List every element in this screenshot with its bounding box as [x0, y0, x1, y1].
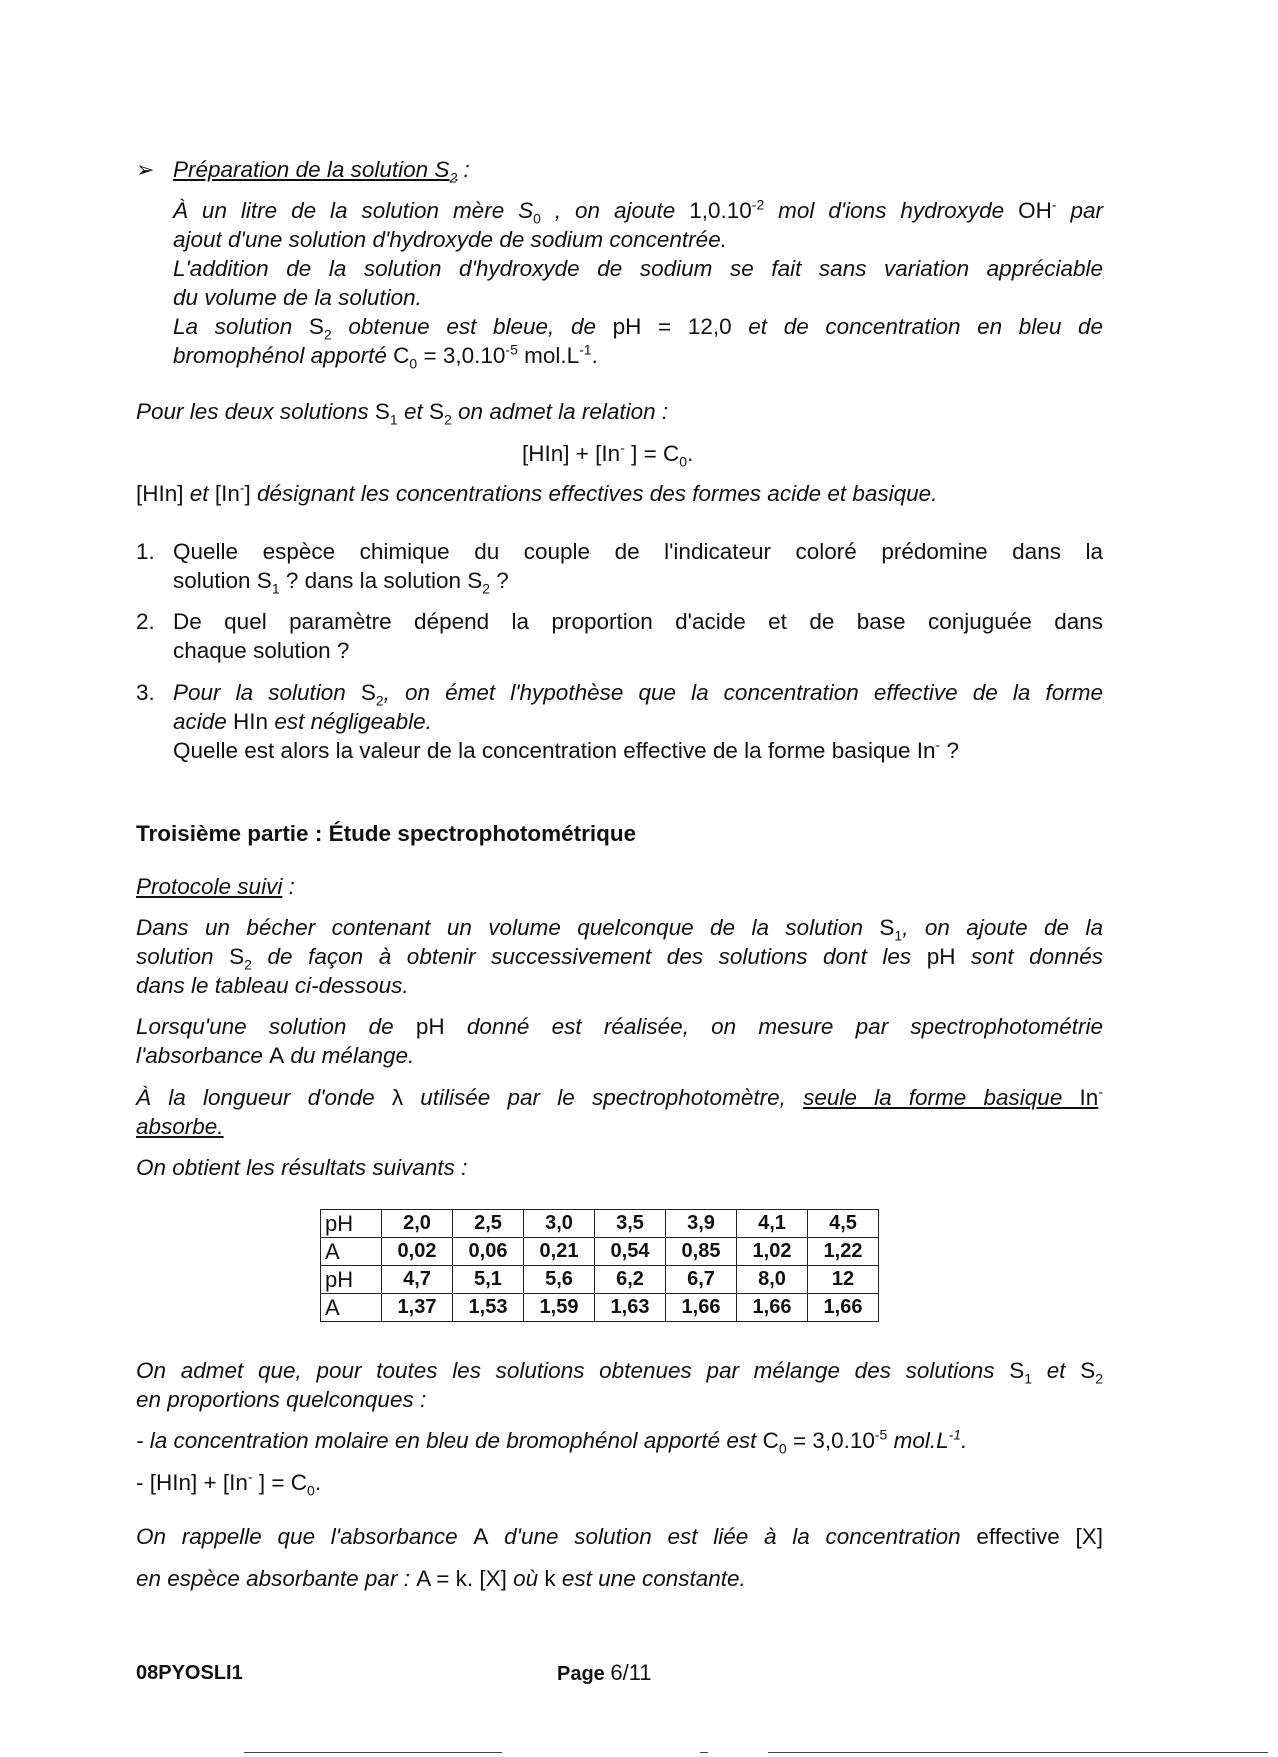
- results-table: [320, 1209, 879, 1322]
- question-2-line-1: De quel paramètre dépend la proportion d'acide et de base conjuguée dans: [173, 609, 1103, 634]
- footer-rule-right: [768, 1752, 1268, 1753]
- question-3-line-1: Pour la solution $S_2$, on émet l'hypothèse que la concentration effective de la forme: [173, 680, 1103, 709]
- relation-intro: Pour les deux solutions $S_1$ et $S_2$ on admet la relation :: [136, 399, 669, 428]
- table-cell: 3,9: [666, 1210, 737, 1238]
- table-cell: 1,66: [808, 1294, 879, 1322]
- question-3-line-3: Quelle est alors la valeur de la concentration effective de la forme basique In- ?: [173, 736, 959, 763]
- table-row: [321, 1266, 879, 1294]
- table-row-label: pH: [321, 1266, 382, 1294]
- table-cell: 8,0: [737, 1266, 808, 1294]
- admission-bullet-2: - [HIn] + [In- ] = $C_0$.: [136, 1468, 322, 1499]
- reminder-line-1: On rappelle que l'absorbance A d'une solution est liée à la concentration effective [X]: [136, 1524, 1103, 1549]
- table-cell: 0,02: [382, 1238, 453, 1266]
- footer-rule-mid: [700, 1752, 708, 1753]
- protocol-paragraph-2-line-1: Lorsqu'une solution de pH donné est réalisée, on mesure par spectrophotométrie: [136, 1014, 1104, 1039]
- bullet-arrow-icon: ➢: [136, 157, 155, 182]
- question-2-number: 2.: [136, 609, 155, 634]
- protocol-paragraph-3-line-1: À la longueur d'onde λ utilisée par le spectrophotomètre, seule la forme basique In-: [136, 1083, 1103, 1110]
- table-row-label: pH: [321, 1210, 382, 1238]
- admission-bullet-1: - la concentration molaire en bleu de bromophénol apporté est $C_0 = 3,0.10^{-5}$ $mol.L^{-1}$.: [136, 1426, 968, 1457]
- question-3-line-2: acide HIn est négligeable.: [173, 709, 432, 734]
- relation-equation: [HIn] + [In- ] = $C_0$.: [522, 439, 694, 470]
- admission-line-2: en proportions quelconques :: [136, 1387, 427, 1412]
- table-cell: 1,53: [453, 1294, 524, 1322]
- table-row-label: A: [321, 1294, 382, 1322]
- protocol-paragraph-1-line-1: Dans un bécher contenant un volume quelconque de la solution $S_1$, on ajoute de la: [136, 915, 1103, 944]
- question-1-line-1: Quelle espèce chimique du couple de l'indicateur coloré prédomine dans la: [173, 539, 1103, 564]
- table-cell: 5,1: [453, 1266, 524, 1294]
- table-cell: 3,0: [524, 1210, 595, 1238]
- table-cell: 0,21: [524, 1238, 595, 1266]
- question-3-number: 3.: [136, 680, 155, 705]
- table-row-label: A: [321, 1238, 382, 1266]
- table-cell: 1,22: [808, 1238, 879, 1266]
- page-number: Page 6/11: [557, 1660, 652, 1685]
- table-row: [321, 1294, 879, 1322]
- table-cell: 5,6: [524, 1266, 595, 1294]
- table-cell: 2,5: [453, 1210, 524, 1238]
- table-cell: 12: [808, 1266, 879, 1294]
- question-1-number: 1.: [136, 539, 155, 564]
- protocol-paragraph-1-line-2: solution $S_2$ de façon à obtenir successivement des solutions dont les pH sont donnés: [136, 944, 1103, 973]
- table-cell: 4,7: [382, 1266, 453, 1294]
- reminder-line-2: en espèce absorbante par : A = k. [X] où k est une constante.: [136, 1566, 746, 1591]
- table-cell: 1,66: [666, 1294, 737, 1322]
- prep-paragraph-3-line-2: bromophénol apporté $C_0 = 3,0.10^{-5}$ $mol.L^{-1}$.: [173, 341, 598, 372]
- relation-description: [HIn] et [In-] désignant les concentrations effectives des formes acide et basique.: [136, 479, 938, 506]
- results-intro: On obtient les résultats suivants :: [136, 1155, 468, 1180]
- table-cell: 0,85: [666, 1238, 737, 1266]
- protocol-label: Protocole suivi :: [136, 874, 295, 899]
- table-cell: 0,54: [595, 1238, 666, 1266]
- question-1-line-2: solution $S_1$ ? dans la solution $S_2$ ?: [173, 568, 509, 597]
- protocol-paragraph-2-line-2: l'absorbance A du mélange.: [136, 1043, 415, 1068]
- prep-paragraph-2-line-1: L'addition de la solution d'hydroxyde de sodium se fait sans variation appréciable: [173, 256, 1103, 281]
- footer-rule-left: [244, 1752, 502, 1753]
- prep-paragraph-1-line-2: ajout d'une solution d'hydroxyde de sodium concentrée.: [173, 227, 727, 252]
- section-heading: Troisième partie : Étude spectrophotométrique: [136, 821, 637, 846]
- prep-title: Préparation de la solution $S_2$ :: [173, 157, 470, 186]
- table-cell: 1,37: [382, 1294, 453, 1322]
- table-cell: 4,1: [737, 1210, 808, 1238]
- table-cell: 1,63: [595, 1294, 666, 1322]
- table-cell: 1,59: [524, 1294, 595, 1322]
- table-cell: 2,0: [382, 1210, 453, 1238]
- prep-paragraph-1-line-1: À un litre de la solution mère $S_0$ , on ajoute $1,0.10^{-2}$ mol d'ions hydroxyde OH- par: [173, 196, 1103, 227]
- table-cell: 3,5: [595, 1210, 666, 1238]
- table-cell: 6,7: [666, 1266, 737, 1294]
- admission-line-1: On admet que, pour toutes les solutions obtenues par mélange des solutions $S_1$ et $S_2$: [136, 1358, 1103, 1387]
- table-cell: 1,02: [737, 1238, 808, 1266]
- table-cell: 6,2: [595, 1266, 666, 1294]
- table-cell: 0,06: [453, 1238, 524, 1266]
- table-cell: 1,66: [737, 1294, 808, 1322]
- question-2-line-2: chaque solution ?: [173, 638, 350, 663]
- protocol-paragraph-3-line-2: absorbe.: [136, 1114, 224, 1139]
- prep-paragraph-3-line-1: La solution $S_2$ obtenue est bleue, de pH = 12,0 et de concentration en bleu de: [173, 314, 1104, 343]
- document-code: 08PYOSLI1: [136, 1662, 243, 1684]
- prep-paragraph-2-line-2: du volume de la solution.: [173, 285, 422, 310]
- table-row: [321, 1210, 879, 1238]
- table-cell: 4,5: [808, 1210, 879, 1238]
- table-row: [321, 1238, 879, 1266]
- protocol-paragraph-1-line-3: dans le tableau ci-dessous.: [136, 973, 409, 998]
